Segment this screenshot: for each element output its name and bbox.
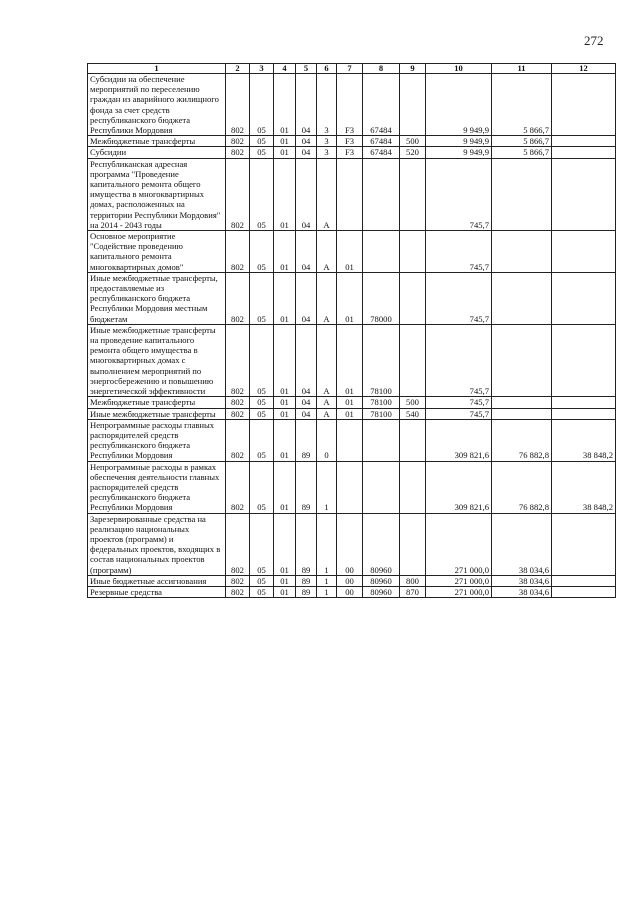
amount-cell: 9 949,9 <box>426 147 492 158</box>
amount-cell: 745,7 <box>426 408 492 419</box>
code-cell: 04 <box>296 397 317 408</box>
amount-cell: 271 000,0 <box>426 513 492 575</box>
table-row <box>88 397 616 408</box>
code-cell: 01 <box>274 461 296 513</box>
code-cell: 520 <box>400 147 426 158</box>
code-cell <box>363 231 400 273</box>
amount-cell: 745,7 <box>426 324 492 396</box>
code-cell: 05 <box>250 397 274 408</box>
code-cell: 0 <box>317 419 337 461</box>
code-cell: 05 <box>250 147 274 158</box>
code-cell: А <box>317 397 337 408</box>
amount-cell <box>552 74 616 136</box>
row-name: Иные межбюджетные трансферты <box>88 408 226 419</box>
row-name: Иные бюджетные ассигнования <box>88 575 226 586</box>
code-cell: 04 <box>296 408 317 419</box>
code-cell: 01 <box>274 147 296 158</box>
code-cell <box>400 324 426 396</box>
row-name: Субсидии <box>88 147 226 158</box>
amount-cell: 5 866,7 <box>492 136 552 147</box>
code-cell <box>363 461 400 513</box>
code-cell <box>400 513 426 575</box>
code-cell: 01 <box>274 136 296 147</box>
code-cell: 01 <box>337 397 363 408</box>
code-cell: 80960 <box>363 586 400 597</box>
code-cell: А <box>317 324 337 396</box>
row-name: Непрограммные расходы в рамках обеспечения деятельности главных распорядителей средств республиканского бюджета Республики Мордовия <box>88 461 226 513</box>
budget-table <box>87 63 616 598</box>
code-cell: 500 <box>400 136 426 147</box>
amount-cell <box>492 397 552 408</box>
code-cell: 04 <box>296 147 317 158</box>
code-cell: 3 <box>317 136 337 147</box>
code-cell: 01 <box>274 408 296 419</box>
row-name: Зарезервированные средства на реализацию национальных проектов (программ) и федеральных проектов, входящих в состав национальных проектов (программ) <box>88 513 226 575</box>
column-header: 1 <box>88 64 226 74</box>
amount-cell <box>552 136 616 147</box>
table-row <box>88 575 616 586</box>
column-header: 12 <box>552 64 616 74</box>
table-row <box>88 136 616 147</box>
amount-cell <box>492 408 552 419</box>
table-row <box>88 419 616 461</box>
code-cell: 1 <box>317 575 337 586</box>
code-cell: 05 <box>250 231 274 273</box>
code-cell: 00 <box>337 513 363 575</box>
code-cell <box>337 158 363 230</box>
code-cell: 01 <box>274 513 296 575</box>
amount-cell <box>552 272 616 324</box>
code-cell: 05 <box>250 419 274 461</box>
amount-cell: 9 949,9 <box>426 136 492 147</box>
code-cell: 80960 <box>363 513 400 575</box>
code-cell: 802 <box>226 231 250 273</box>
amount-cell <box>492 324 552 396</box>
table-row <box>88 158 616 230</box>
code-cell <box>363 158 400 230</box>
amount-cell: 745,7 <box>426 397 492 408</box>
code-cell: 01 <box>274 586 296 597</box>
code-cell: 89 <box>296 419 317 461</box>
code-cell: 78100 <box>363 324 400 396</box>
amount-cell <box>552 586 616 597</box>
amount-cell <box>552 231 616 273</box>
code-cell: 802 <box>226 461 250 513</box>
column-header: 10 <box>426 64 492 74</box>
code-cell: А <box>317 158 337 230</box>
amount-cell: 38 034,6 <box>492 575 552 586</box>
amount-cell: 271 000,0 <box>426 575 492 586</box>
column-header: 6 <box>317 64 337 74</box>
column-header: 4 <box>274 64 296 74</box>
code-cell <box>363 419 400 461</box>
amount-cell <box>552 397 616 408</box>
table-row <box>88 324 616 396</box>
amount-cell: 745,7 <box>426 272 492 324</box>
code-cell: 05 <box>250 74 274 136</box>
code-cell: 01 <box>337 231 363 273</box>
code-cell: 89 <box>296 513 317 575</box>
amount-cell <box>552 158 616 230</box>
amount-cell <box>552 324 616 396</box>
code-cell: 1 <box>317 586 337 597</box>
code-cell <box>400 461 426 513</box>
row-name: Иные межбюджетные трансферты на проведение капитального ремонта общего имущества в многоквартирных домах с выполнением мероприятий по энергосбережению и повышению энергетической эффективности <box>88 324 226 396</box>
amount-cell: 745,7 <box>426 231 492 273</box>
table-row <box>88 272 616 324</box>
code-cell: 01 <box>274 575 296 586</box>
code-cell: А <box>317 408 337 419</box>
code-cell: 00 <box>337 586 363 597</box>
code-cell: 78000 <box>363 272 400 324</box>
table-row <box>88 461 616 513</box>
code-cell: 01 <box>274 231 296 273</box>
code-cell: 89 <box>296 575 317 586</box>
code-cell: 05 <box>250 272 274 324</box>
code-cell: 802 <box>226 397 250 408</box>
code-cell: 04 <box>296 136 317 147</box>
code-cell: 04 <box>296 324 317 396</box>
code-cell: 01 <box>337 408 363 419</box>
amount-cell: 76 882,8 <box>492 461 552 513</box>
row-name: Межбюджетные трансферты <box>88 136 226 147</box>
code-cell: 01 <box>337 272 363 324</box>
amount-cell <box>492 231 552 273</box>
table-row <box>88 231 616 273</box>
column-header: 2 <box>226 64 250 74</box>
column-header: 7 <box>337 64 363 74</box>
code-cell: 802 <box>226 147 250 158</box>
row-name: Непрограммные расходы главных распорядителей средств республиканского бюджета Республики Мордовия <box>88 419 226 461</box>
code-cell <box>400 231 426 273</box>
table-row <box>88 408 616 419</box>
code-cell: 802 <box>226 408 250 419</box>
code-cell: 04 <box>296 231 317 273</box>
row-name: Резервные средства <box>88 586 226 597</box>
amount-cell: 9 949,9 <box>426 74 492 136</box>
amount-cell: 309 821,6 <box>426 419 492 461</box>
code-cell: 802 <box>226 586 250 597</box>
amount-cell: 271 000,0 <box>426 586 492 597</box>
code-cell: 01 <box>274 419 296 461</box>
code-cell: 00 <box>337 575 363 586</box>
code-cell: 05 <box>250 158 274 230</box>
amount-cell: 38 034,6 <box>492 586 552 597</box>
amount-cell: 76 882,8 <box>492 419 552 461</box>
code-cell: 04 <box>296 272 317 324</box>
amount-cell <box>492 272 552 324</box>
code-cell <box>337 461 363 513</box>
row-name: Межбюджетные трансферты <box>88 397 226 408</box>
amount-cell <box>552 408 616 419</box>
code-cell: 802 <box>226 419 250 461</box>
code-cell: 800 <box>400 575 426 586</box>
column-header: 8 <box>363 64 400 74</box>
code-cell: 3 <box>317 74 337 136</box>
code-cell: 05 <box>250 586 274 597</box>
table-row <box>88 513 616 575</box>
code-cell: 67484 <box>363 74 400 136</box>
amount-cell: 309 821,6 <box>426 461 492 513</box>
code-cell: 802 <box>226 158 250 230</box>
code-cell: 1 <box>317 513 337 575</box>
code-cell: 04 <box>296 158 317 230</box>
header-row <box>88 64 616 74</box>
code-cell <box>400 419 426 461</box>
code-cell: 540 <box>400 408 426 419</box>
code-cell: F3 <box>337 136 363 147</box>
amount-cell: 5 866,7 <box>492 147 552 158</box>
code-cell: 802 <box>226 272 250 324</box>
code-cell: 89 <box>296 586 317 597</box>
code-cell <box>400 272 426 324</box>
code-cell: 01 <box>274 397 296 408</box>
code-cell: 04 <box>296 74 317 136</box>
code-cell <box>400 158 426 230</box>
code-cell: 802 <box>226 74 250 136</box>
amount-cell <box>552 147 616 158</box>
code-cell: 67484 <box>363 136 400 147</box>
amount-cell <box>552 513 616 575</box>
code-cell: 802 <box>226 575 250 586</box>
page-number: 272 <box>584 33 604 48</box>
code-cell: 01 <box>274 272 296 324</box>
amount-cell: 38 848,2 <box>552 419 616 461</box>
column-header: 9 <box>400 64 426 74</box>
code-cell: А <box>317 272 337 324</box>
amount-cell: 5 866,7 <box>492 74 552 136</box>
code-cell: 01 <box>337 324 363 396</box>
amount-cell: 38 034,6 <box>492 513 552 575</box>
code-cell: 05 <box>250 136 274 147</box>
code-cell: 802 <box>226 136 250 147</box>
code-cell: 67484 <box>363 147 400 158</box>
row-name: Иные межбюджетные трансферты, предоставляемые из республиканского бюджета Республики Мордовия местным бюджетам <box>88 272 226 324</box>
table-row <box>88 74 616 136</box>
code-cell: 870 <box>400 586 426 597</box>
code-cell: 78100 <box>363 408 400 419</box>
code-cell: 05 <box>250 461 274 513</box>
code-cell: 802 <box>226 324 250 396</box>
code-cell: 80960 <box>363 575 400 586</box>
code-cell: 05 <box>250 575 274 586</box>
code-cell: 802 <box>226 513 250 575</box>
code-cell: 05 <box>250 513 274 575</box>
amount-cell: 38 848,2 <box>552 461 616 513</box>
column-header: 5 <box>296 64 317 74</box>
table-row <box>88 147 616 158</box>
amount-cell <box>492 158 552 230</box>
code-cell <box>337 419 363 461</box>
row-name: Основное мероприятие "Содействие проведению капитального ремонта многоквартирных домов" <box>88 231 226 273</box>
code-cell: 78100 <box>363 397 400 408</box>
column-header: 3 <box>250 64 274 74</box>
code-cell: 1 <box>317 461 337 513</box>
code-cell: 01 <box>274 74 296 136</box>
table-body <box>88 74 616 598</box>
code-cell: F3 <box>337 147 363 158</box>
row-name: Республиканская адресная программа "Проведение капитального ремонта общего имущества в многоквартирных домах, расположенных на территории Республики Мордовия" на 2014 - 2043 годы <box>88 158 226 230</box>
code-cell: А <box>317 231 337 273</box>
code-cell <box>400 74 426 136</box>
code-cell: 89 <box>296 461 317 513</box>
code-cell: 05 <box>250 324 274 396</box>
code-cell: 05 <box>250 408 274 419</box>
amount-cell: 745,7 <box>426 158 492 230</box>
table-row <box>88 586 616 597</box>
code-cell: 01 <box>274 158 296 230</box>
code-cell: 500 <box>400 397 426 408</box>
amount-cell <box>552 575 616 586</box>
code-cell: F3 <box>337 74 363 136</box>
code-cell: 3 <box>317 147 337 158</box>
row-name: Субсидии на обеспечение мероприятий по переселению граждан из аварийного жилищного фонда за счет средств республиканского бюджета Республики Мордовия <box>88 74 226 136</box>
code-cell: 01 <box>274 324 296 396</box>
column-header: 11 <box>492 64 552 74</box>
